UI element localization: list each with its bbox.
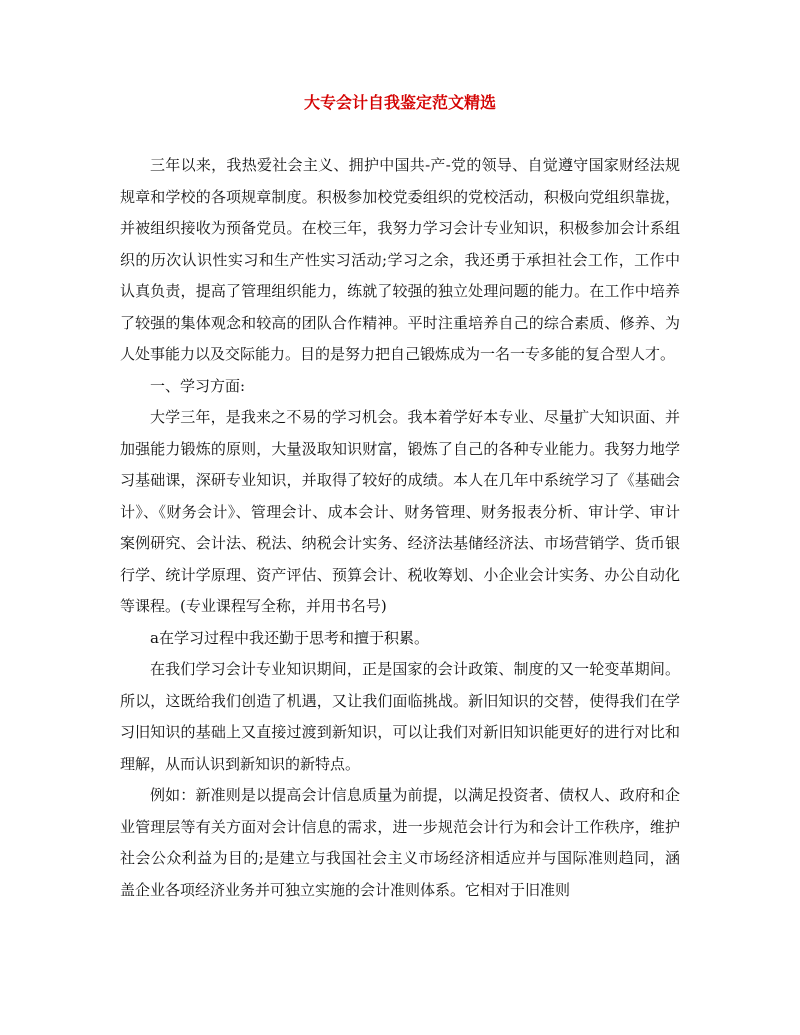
paragraph-example: 例如：新准则是以提高会计信息质量为前提，以满足投资者、债权人、政府和企业管理层等有关方面对会计信息的需求，进一步规范会计行为和会计工作秩序，维护社会公众利益为目的;是建立与我国社会主义市场经济相适应并与国际准则趋同，涵盖企业各项经济业务并可独立实施的会计准则体系。它相对于旧准则 (120, 786, 680, 899)
document-page (120, 92, 680, 906)
paragraph-courses: 大学三年，是我来之不易的学习机会。我本着学好本专业、尽量扩大知识面、并加强能力锻炼的原则，大量汲取知识财富，锻炼了自己的各种专业能力。我努力地学习基础课，深研专业知识，并取得了较好的成绩。本人在几年中系统学习了《基础会计》、《财务会计》、管理会计、成本会计、财务管理、财务报表分析、审计学、审计案例研究、会计法、税法、纳税会计实务、经济法基储经济法、市场营销学、货币银行学、统计学原理、资产评估、预算会计、税收筹划、小企业会计实务、办公自动化等课程。(专业课程写全称，并用书名号) (120, 408, 680, 615)
paragraph-policy-change: 在我们学习会计专业知识期间，正是国家的会计政策、制度的又一轮变革期间。所以，这既给我们创造了机遇，又让我们面临挑战。新旧知识的交替，使得我们在学习旧知识的基础上又直接过渡到新知识，可以让我们对新旧知识能更好的进行对比和理解，从而认识到新知识的新特点。 (120, 660, 680, 773)
paragraph-thinking: a在学习过程中我还勤于思考和擅于积累。 (150, 628, 429, 647)
paragraph-intro: 三年以来，我热爱社会主义、拥护中国共-产-党的领导、自觉遵守国家财经法规规章和学校的各项规章制度。积极参加校党委组织的党校活动，积极向党组织靠拢，并被组织接收为预备党员。在校三年，我努力学习会计专业知识，积极参加会计系组织的历次认识性实习和生产性实习活动;学习之余，我还勇于承担社会工作，工作中认真负责，提高了管理组织能力，练就了较强的独立处理问题的能力。在工作中培养了较强的集体观念和较高的团队合作精神。平时注重培养自己的综合素质、修养、为人处事能力以及交际能力。目的是努力把自己锻炼成为一名一专多能的复合型人才。 (120, 156, 680, 363)
section-heading-study: 一、学习方面: (150, 376, 246, 395)
document-title: 大专会计自我鉴定范文精选 (303, 93, 496, 112)
